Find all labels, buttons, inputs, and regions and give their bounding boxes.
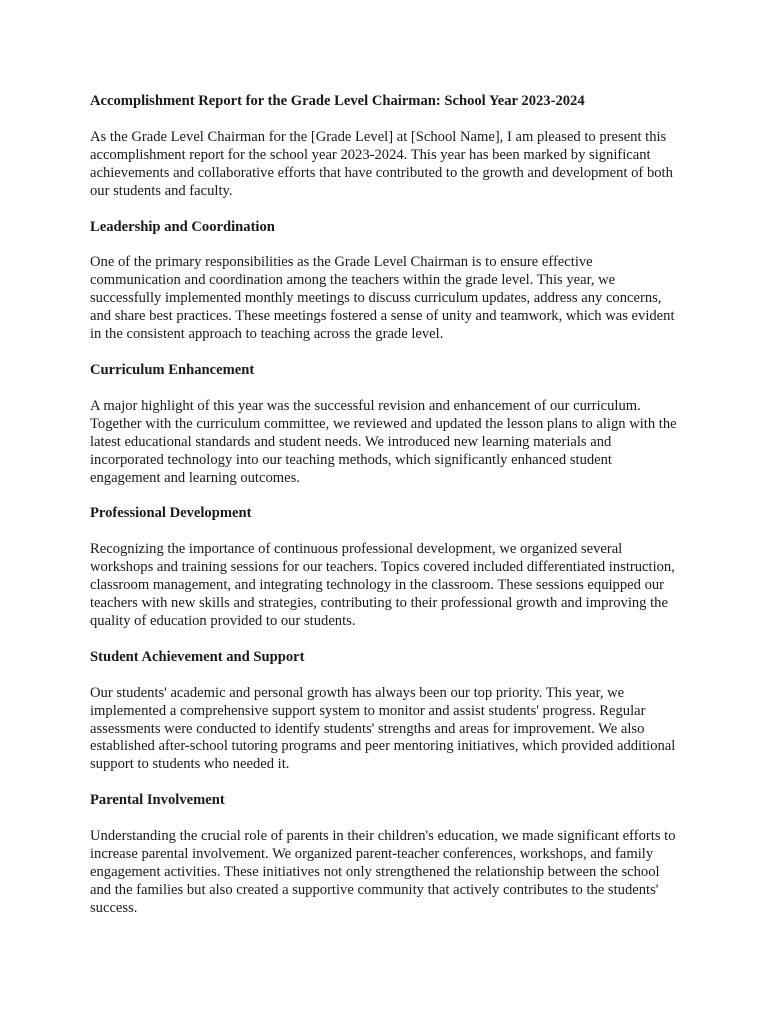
document-title: Accomplishment Report for the Grade Level Chairman: School Year 2023-2024 [90,93,585,109]
section-heading-parental-involvement: Parental Involvement [90,792,225,809]
section-heading-curriculum: Curriculum Enhancement [90,361,255,378]
section-body-professional-development: Recognizing the importance of continuous professional development, we organized several workshops and training sessions for our teachers. Topics covered included differentiated instruction, classroom management, and integrating technology in the classroom. These sessions equipped our teachers with new skills and strategies, contributing to their professional growth and improving the quality of education provided to our students. [90,541,675,629]
section-heading-student-achievement: Student Achievement and Support [90,648,305,665]
section-body-curriculum: A major highlight of this year was the successful revision and enhancement of our curriculum. Together with the curriculum committee, we reviewed and updated the lesson plans to align with the latest educational standards and student needs. We introduced new learning materials and incorporated technology into our teaching methods, which significantly enhanced student engagement and learning outcomes. [90,397,677,486]
section-body-student-achievement: Our students' academic and personal growth has always been our top priority. This year, we implemented a comprehensive support system to monitor and assist students' progress. Regular assessments were conducted to identify students' strengths and areas for improvement. We also established after-school tutoring programs and peer mentoring initiatives, which provided additional support to students who needed it. [90,684,676,773]
section-body-parental-involvement: Understanding the crucial role of parents in their children's education, we made significant efforts to increase parental involvement. We organized parent-teacher conferences, workshops, and family engagement activities. These initiatives not only strengthened the relationship between the school and the families but also created a supportive community that actively contributes to the students' success. [90,828,676,916]
section-heading-leadership: Leadership and Coordination [90,218,275,235]
intro-paragraph: As the Grade Level Chairman for the [Grade Level] at [School Name], I am pleased to present this accomplishment report for the school year 2023-2024. This year has been marked by significant achievements and collaborative efforts that have contributed to the growth and development of both our students and faculty. [90,128,673,199]
section-body-leadership: One of the primary responsibilities as the Grade Level Chairman is to ensure effective communication and coordination among the teachers within the grade level. This year, we successfully implemented monthly meetings to discuss curriculum updates, address any concerns, and share best practices. These meetings fostered a sense of unity and teamwork, which was evident in the consistent approach to teaching across the grade level. [90,254,675,343]
section-heading-professional-development: Professional Development [90,505,252,522]
document-page [90,93,680,936]
